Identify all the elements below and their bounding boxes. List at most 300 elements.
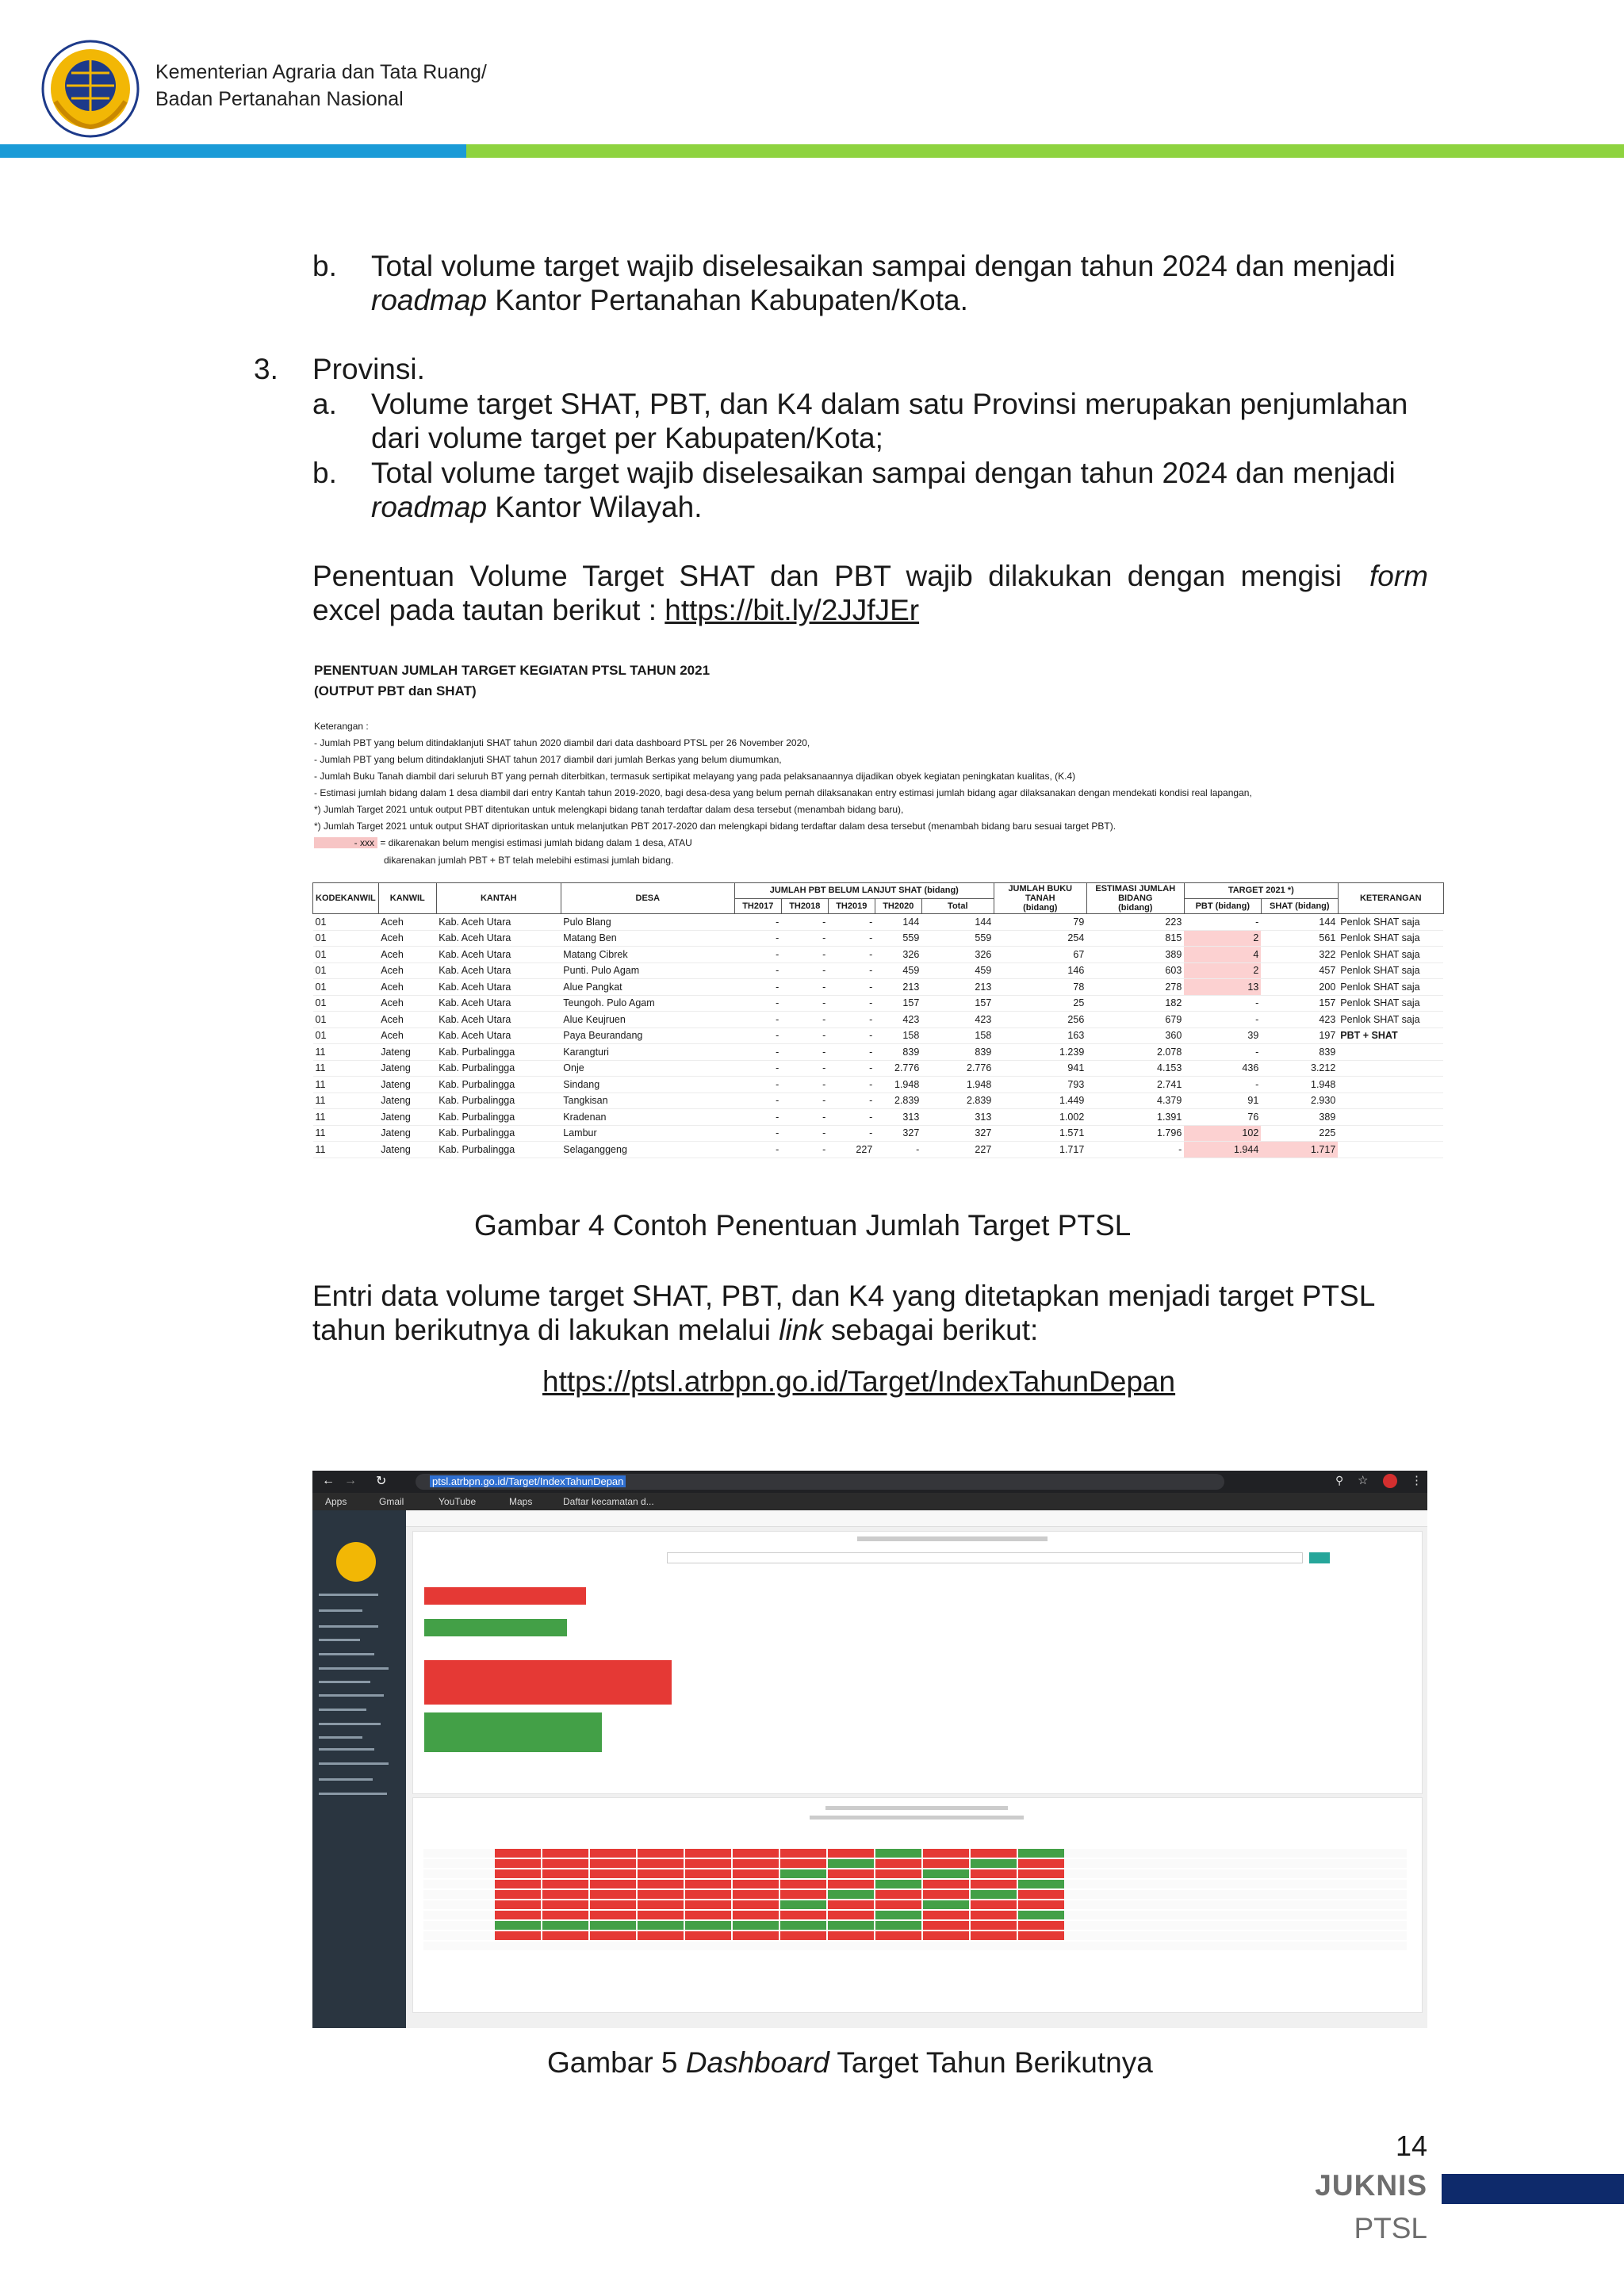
table-cell [1338,1044,1443,1061]
dashboard-cell [685,1880,731,1888]
sidebar-item[interactable] [319,1609,362,1612]
dashboard-cell [733,1900,779,1909]
table-cell: Aceh [378,995,436,1012]
address-url: ptsl.atrbpn.go.id/Target/IndexTahunDepan [430,1475,626,1487]
col-estimasi: ESTIMASI JUMLAH BIDANG (bidang) [1086,883,1184,914]
table-cell: 157 [1261,995,1338,1012]
dashboard-cell [923,1911,969,1919]
dashboard-cell [971,1880,1017,1888]
table-cell: - [734,995,781,1012]
table-cell: 1.449 [994,1093,1086,1109]
table-cell: 11 [313,1093,379,1109]
table-cell: Penlok SHAT saja [1338,995,1443,1012]
dashboard-cell [1018,1931,1064,1940]
sidebar-item[interactable] [319,1778,373,1781]
table-cell [1338,1109,1443,1126]
dashboard-cell [1018,1911,1064,1919]
col-th2020: TH2020 [875,898,921,914]
dashboard-cell [685,1859,731,1868]
table-cell: 225 [1261,1125,1338,1142]
excel-target-figure [312,658,1454,1169]
dashboard-cell [542,1911,588,1919]
org-line-1: Kementerian Agraria dan Tata Ruang/ [155,61,487,83]
table-cell: Lambur [561,1125,734,1142]
profile-avatar-icon[interactable] [1383,1474,1397,1488]
table-row [313,1077,1444,1093]
bookmark-item[interactable]: Daftar kecamatan d... [563,1496,654,1507]
table-cell: 39 [1184,1027,1261,1044]
bookmark-item[interactable]: Apps [325,1496,347,1507]
table-cell: 01 [313,995,379,1012]
excel-note-line: - Jumlah Buku Tanah diambil dari seluruh BT yang pernah diterbitkan, termasuk sertipikat melayang yang pada pelaksanaannya dijadikan obyek kegiatan peningkatan kualitas, (K.4) [314,771,1076,782]
dashboard-cell [638,1931,684,1940]
table-cell: - [1184,1012,1261,1028]
table-cell: Kab. Purbalingga [436,1109,561,1126]
table-cell: Jateng [378,1093,436,1109]
page-number: 14 [1395,2130,1427,2162]
table-cell: 815 [1086,930,1184,947]
table-cell: 327 [875,1125,921,1142]
sidebar-item[interactable] [319,1748,374,1751]
dashboard-cell [495,1880,541,1888]
sidebar-item[interactable] [319,1694,384,1697]
table-cell: 11 [313,1060,379,1077]
bookmarks-bar [312,1493,1427,1510]
excel-notes [314,718,1252,835]
dashboard-cell [971,1849,1017,1858]
bpn-logo-icon [40,38,141,140]
table-cell: 2 [1184,930,1261,947]
table-row [313,1027,1444,1044]
table-cell: 1.391 [1086,1109,1184,1126]
table-cell: Aceh [378,1012,436,1028]
table-cell: Penlok SHAT saja [1338,1012,1443,1028]
paragraph-form-excel [312,559,1428,627]
table-cell [1338,1093,1443,1109]
dashboard-cell [542,1931,588,1940]
dashboard-cell [638,1869,684,1878]
dashboard-cell [590,1900,636,1909]
table-cell: 423 [875,1012,921,1028]
table-cell: Kab. Purbalingga [436,1093,561,1109]
dashboard-cell [1018,1900,1064,1909]
dashboard-cell [542,1849,588,1858]
table-cell: 389 [1086,947,1184,963]
bookmark-item[interactable]: Maps [509,1496,533,1507]
table-cell: Kab. Purbalingga [436,1125,561,1142]
organization-name [155,59,487,113]
table-cell: 254 [994,930,1086,947]
dashboard-cell [590,1869,636,1878]
col-total: Total [921,898,994,914]
excel-title: PENENTUAN JUMLAH TARGET KEGIATAN PTSL TAHUN 2021 [314,663,710,678]
table-cell: 79 [994,914,1086,931]
table-cell: 313 [921,1109,994,1126]
table-cell: 157 [875,995,921,1012]
list-item-3-text: Provinsi. [312,353,425,385]
table-cell: 839 [1261,1044,1338,1061]
table-cell: 158 [921,1027,994,1044]
table-cell: 2.930 [1261,1093,1338,1109]
table-cell: - [828,930,875,947]
dashboard-cell [923,1921,969,1930]
table-cell: - [1184,995,1261,1012]
table-cell: Aceh [378,979,436,996]
table-cell: - [781,914,828,931]
dashboard-cell [685,1869,731,1878]
table-row [313,1012,1444,1028]
col-kodekanwil: KODEKANWIL [313,883,379,914]
kegiatan-select[interactable] [667,1552,1303,1563]
table-cell: - [781,1093,828,1109]
table-cell: Penlok SHAT saja [1338,930,1443,947]
table-cell: Jateng [378,1044,436,1061]
dashboard-cell [495,1900,541,1909]
table-cell: - [781,962,828,979]
excel-table-body [313,914,1444,1158]
dashboard-cell [875,1859,921,1868]
back-arrow-icon[interactable]: ← [322,1474,335,1487]
list-marker-b2: b. [312,457,337,489]
figure-5-caption: Gambar 5 Dashboard Target Tahun Berikutnya [547,2046,1153,2079]
success-box-1 [424,1619,567,1636]
table-cell [1338,1077,1443,1093]
table-cell: - [781,930,828,947]
table-row [313,1142,1444,1158]
cari-button[interactable] [1309,1552,1330,1563]
dashboard-cell [495,1859,541,1868]
sidebar-item[interactable] [319,1653,374,1655]
sidebar-item[interactable] [319,1667,389,1670]
table-cell: Alue Keujruen [561,1012,734,1028]
dashboard-cell [875,1890,921,1899]
sidebar-item[interactable] [319,1762,389,1765]
table-cell: 459 [921,962,994,979]
table-cell: 1.717 [1261,1142,1338,1158]
table-cell: - [828,1077,875,1093]
table-cell: - [781,1125,828,1142]
dashboard-cell [780,1900,826,1909]
table-cell: 3.212 [1261,1060,1338,1077]
table-cell: 1.948 [1261,1077,1338,1093]
sidebar-item[interactable] [319,1709,366,1711]
dashboard-cell [971,1931,1017,1940]
dashboard-cell [495,1849,541,1858]
table-cell: 91 [1184,1093,1261,1109]
dashboard-row [423,1839,1407,1847]
dashboard-cell [780,1911,826,1919]
table-cell: - [828,962,875,979]
table-cell [1338,1060,1443,1077]
list-item-b-text: Total volume target wajib diselesaikan sampai dengan tahun 2024 dan menjadi roadmap Kantor Pertanahan Kabupaten/Kota. [371,250,1396,316]
dashboard-cell [542,1880,588,1888]
dashboard-cell [875,1931,921,1940]
dashboard-cell [971,1911,1017,1919]
table-cell: Jateng [378,1125,436,1142]
dashboard-cell [495,1911,541,1919]
table-cell: 559 [875,930,921,947]
excel-note-line: - Jumlah PBT yang belum ditindaklanjuti SHAT tahun 2020 diambil dari data dashboard PTSL per 26 November 2020, [314,737,810,748]
table-cell: - [734,1077,781,1093]
dashboard-cell [495,1890,541,1899]
dashboard-cell [923,1880,969,1888]
table-cell: 941 [994,1060,1086,1077]
sidebar-item[interactable] [319,1639,360,1641]
table-cell: Matang Ben [561,930,734,947]
dashboard-cell [875,1921,921,1930]
warning-box-2 [424,1660,672,1705]
table-cell: Kab. Purbalingga [436,1044,561,1061]
table-cell: - [781,1077,828,1093]
table-cell: 326 [921,947,994,963]
table-cell: 2.741 [1086,1077,1184,1093]
dashboard-cell [828,1869,874,1878]
dashboard-cell [590,1931,636,1940]
dashboard-cell [875,1900,921,1909]
footer-navy-bar [1442,2174,1624,2204]
dashboard-cell [733,1931,779,1940]
table-cell: 01 [313,1012,379,1028]
dashboard-cell [971,1869,1017,1878]
sidebar-item[interactable] [319,1594,378,1596]
excel-subtitle: (OUTPUT PBT dan SHAT) [314,683,477,698]
table-cell: 182 [1086,995,1184,1012]
dashboard-cell [542,1890,588,1899]
dashboard-cell [638,1900,684,1909]
list-item-a-text: Volume target SHAT, PBT, dan K4 dalam satu Provinsi merupakan penjumlahan dari volume target per Kabupaten/Kota; [371,388,1408,454]
table-cell: 76 [1184,1109,1261,1126]
table-cell: 4.379 [1086,1093,1184,1109]
table-cell: Kab. Aceh Utara [436,1012,561,1028]
table-cell: Karangturi [561,1044,734,1061]
table-cell: Paya Beurandang [561,1027,734,1044]
dashboard-cell [638,1890,684,1899]
dashboard-cell [542,1869,588,1878]
table-row [313,1093,1444,1109]
dashboard-cell [495,1869,541,1878]
table-cell: - [781,995,828,1012]
dashboard-cell [638,1911,684,1919]
paragraph-entry: Entri data volume target SHAT, PBT, dan K4 yang ditetapkan menjadi target PTSL tahun berikutnya di lakukan melalui link sebagai berikut: [312,1280,1376,1346]
table-cell: - [781,1012,828,1028]
table-cell: 163 [994,1027,1086,1044]
table-cell: 11 [313,1044,379,1061]
table-row [313,1125,1444,1142]
table-cell: Jateng [378,1060,436,1077]
dashboard-cell [495,1931,541,1940]
table-row [313,995,1444,1012]
table-cell: 1.571 [994,1125,1086,1142]
dashboard-cell [495,1921,541,1930]
page-header [0,0,1624,159]
table-cell: 11 [313,1125,379,1142]
table-cell: Penlok SHAT saja [1338,979,1443,996]
table-cell: 360 [1086,1027,1184,1044]
dashboard-sidebar [312,1510,406,2028]
forward-arrow-icon[interactable]: → [344,1474,357,1487]
bitly-link[interactable]: https://bit.ly/2JJfJEr [665,594,920,626]
table-cell: Aceh [378,1027,436,1044]
excel-xxx-line-2: dikarenakan jumlah PBT + BT telah melebihi estimasi jumlah bidang. [384,855,674,866]
table-cell: 144 [1261,914,1338,931]
ptsl-target-link[interactable]: https://ptsl.atrbpn.go.id/Target/IndexTahunDepan [542,1365,1176,1398]
dashboard-cell [875,1849,921,1858]
table-cell: - [734,930,781,947]
table-cell: - [828,1093,875,1109]
table-row [313,930,1444,947]
col-buku-tanah: JUMLAH BUKU TANAH (bidang) [994,883,1086,914]
excel-note-line: *) Jumlah Target 2021 untuk output PBT ditentukan untuk melengkapi bidang tanah terdaftar dalam desa tersebut (menambah bidang baru), [314,804,904,815]
menu-dots-icon[interactable]: ⋮ [1411,1474,1423,1487]
dashboard-cell [542,1900,588,1909]
dashboard-cell [780,1869,826,1878]
dashboard-cell [971,1900,1017,1909]
table-cell: - [781,1109,828,1126]
excel-note-line: *) Jumlah Target 2021 untuk output SHAT diprioritaskan untuk melanjutkan PBT 2017-2020 dan melengkapi bidang terdaftar dalam desa tersebut (menambah bidang baru sesuai target PBT). [314,821,1116,832]
table-cell: 200 [1261,979,1338,996]
table-cell: 4 [1184,947,1261,963]
list-marker-3: 3. [254,353,278,385]
dashboard-cell [923,1849,969,1858]
search-icon[interactable]: ⚲ [1335,1474,1344,1487]
table-row [313,1109,1444,1126]
table-cell [1338,1142,1443,1158]
dashboard-cell [733,1880,779,1888]
table-cell: - [828,1012,875,1028]
dashboard-cell [828,1859,874,1868]
table-cell: - [1184,1077,1261,1093]
header-band-blue [0,144,466,158]
table-cell: 423 [921,1012,994,1028]
dashboard-cell [923,1869,969,1878]
dashboard-cell [780,1890,826,1899]
table-cell: Jateng [378,1077,436,1093]
col-shat: SHAT (bidang) [1261,898,1338,914]
dashboard-cell [971,1859,1017,1868]
table-cell: - [828,1044,875,1061]
dashboard-cell [590,1859,636,1868]
browser-toolbar [312,1471,1427,1493]
org-line-2: Badan Pertanahan Nasional [155,88,404,110]
excel-note-line: Keterangan : [314,721,369,732]
table-cell: 146 [994,962,1086,979]
table-cell: 2.776 [875,1060,921,1077]
table-cell: Kab. Purbalingga [436,1060,561,1077]
dashboard-cell [733,1890,779,1899]
dashboard-cell [780,1931,826,1940]
table-cell: Kab. Aceh Utara [436,962,561,979]
table-cell: 839 [875,1044,921,1061]
footer-ptsl: PTSL [1354,2212,1427,2244]
table-cell: 01 [313,979,379,996]
table-cell: 11 [313,1142,379,1158]
table-cell: Selaganggeng [561,1142,734,1158]
table-cell: 01 [313,947,379,963]
table-cell: - [734,1060,781,1077]
table-cell: Kab. Aceh Utara [436,995,561,1012]
dashboard-cell [542,1921,588,1930]
sidebar-item[interactable] [319,1736,362,1739]
sidebar-item[interactable] [319,1723,381,1725]
success-box-2 [424,1712,602,1752]
dashboard-cell [828,1911,874,1919]
dashboard-screenshot [312,1471,1427,2028]
table-cell: 157 [921,995,994,1012]
table-cell: - [781,1044,828,1061]
table-cell: - [781,947,828,963]
dashboard-cell [780,1921,826,1930]
sidebar-item[interactable] [319,1625,378,1628]
address-bar[interactable] [416,1474,1224,1490]
col-keterangan: KETERANGAN [1338,883,1443,914]
list-marker-b: b. [312,250,337,282]
bookmark-item[interactable]: Gmail [379,1496,404,1507]
figure-4-caption: Gambar 4 Contoh Penentuan Jumlah Target PTSL [474,1209,1132,1242]
dashboard-data-table [423,1827,1407,1986]
table-cell: - [828,914,875,931]
table-cell: 256 [994,1012,1086,1028]
table-cell: - [781,1142,828,1158]
dashboard-cell [733,1859,779,1868]
table-cell: - [734,979,781,996]
dashboard-cell [875,1911,921,1919]
table-cell: 1.239 [994,1044,1086,1061]
table-cell: - [734,1142,781,1158]
table-cell: 423 [1261,1012,1338,1028]
dashboard-cell [971,1921,1017,1930]
table-cell: - [828,995,875,1012]
dashboard-cell [590,1880,636,1888]
table-cell: - [781,979,828,996]
dashboard-cell [828,1900,874,1909]
col-desa: DESA [561,883,734,914]
bookmark-item[interactable]: YouTube [439,1496,477,1507]
dashboard-topnav [406,1510,1427,1527]
excel-table [312,882,1444,1158]
table-cell: Aceh [378,962,436,979]
col-pbt: PBT (bidang) [1184,898,1261,914]
reload-icon[interactable]: ↻ [376,1475,387,1488]
dashboard-row [423,1942,1407,1950]
dashboard-cell [542,1859,588,1868]
table-cell: 01 [313,914,379,931]
sidebar-logo-icon [336,1542,376,1582]
table-cell: Jateng [378,1109,436,1126]
table-cell: 2.839 [875,1093,921,1109]
dashboard-cell [685,1890,731,1899]
table-cell: 1.948 [921,1077,994,1093]
dashboard-cell [733,1849,779,1858]
sidebar-item[interactable] [319,1681,370,1683]
paragraph-line-1: Penentuan Volume Target SHAT dan PBT wajib dilakukan dengan mengisi form [312,560,1428,592]
table-cell: Kradenan [561,1109,734,1126]
table-cell: - [734,1093,781,1109]
table-row [313,947,1444,963]
dashboard-cell [685,1849,731,1858]
table-row [313,979,1444,996]
table-cell: Aceh [378,930,436,947]
sidebar-item[interactable] [319,1793,387,1795]
dashboard-cell [971,1890,1017,1899]
star-icon[interactable]: ☆ [1358,1474,1369,1487]
table-cell: Alue Pangkat [561,979,734,996]
table-cell: 197 [1261,1027,1338,1044]
table-cell: - [734,1044,781,1061]
excel-xxx-marker: - xxx [314,837,377,848]
table-cell: - [875,1142,921,1158]
dashboard-cell [828,1849,874,1858]
table-cell: Jateng [378,1142,436,1158]
